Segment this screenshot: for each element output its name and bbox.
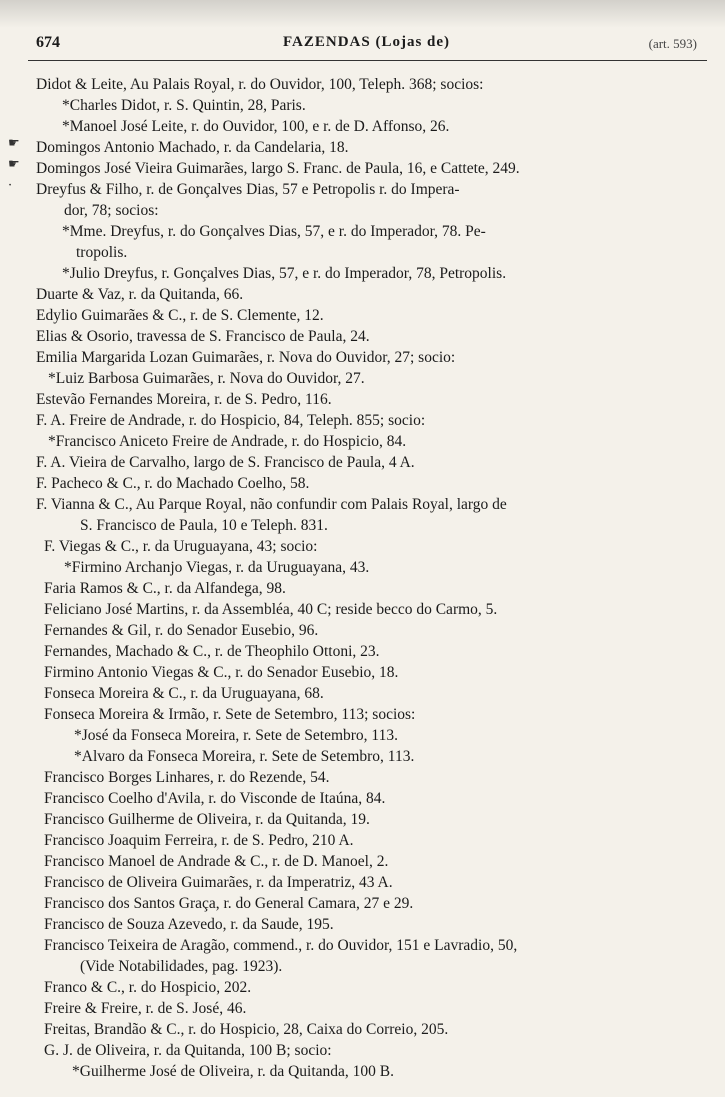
directory-entry: *Luiz Barbosa Guimarães, r. Nova do Ouvidor, 27.: [48, 370, 365, 387]
directory-entry: S. Francisco de Paula, 10 e Teleph. 831.: [80, 517, 328, 534]
directory-entry: dor, 78; socios:: [64, 202, 159, 219]
directory-entry: Francisco Guilherme de Oliveira, r. da Quitanda, 19.: [44, 811, 370, 828]
directory-entry: Domingos Antonio Machado, r. da Candelaria, 18.: [36, 139, 349, 156]
directory-entry: *Guilherme José de Oliveira, r. da Quitanda, 100 B.: [72, 1063, 394, 1080]
directory-entry: *José da Fonseca Moreira, r. Sete de Setembro, 113.: [74, 727, 398, 744]
directory-entry: Fernandes, Machado & C., r. de Theophilo Ottoni, 23.: [44, 643, 380, 660]
directory-entry: Domingos José Vieira Guimarães, largo S. Franc. de Paula, 16, e Cattete, 249.: [36, 160, 520, 177]
scan-smudge: [0, 0, 725, 28]
directory-entry: Francisco de Oliveira Guimarães, r. da Imperatriz, 43 A.: [44, 874, 393, 891]
directory-entry: Feliciano José Martins, r. da Assembléa, 40 C; reside becco do Carmo, 5.: [44, 601, 498, 618]
header-rule: [28, 60, 707, 61]
directory-entry: Freire & Freire, r. de S. José, 46.: [44, 1000, 247, 1017]
directory-entry: Franco & C., r. do Hospicio, 202.: [44, 979, 252, 996]
directory-entry: Edylio Guimarães & C., r. de S. Clemente, 12.: [36, 307, 324, 324]
margin-mark-dot-icon: ·: [8, 178, 13, 193]
page-header: [36, 34, 697, 54]
directory-entry: *Manoel José Leite, r. do Ouvidor, 100, e r. de D. Affonso, 26.: [62, 118, 450, 135]
article-reference: (art. 593): [648, 36, 697, 51]
directory-entry: Francisco de Souza Azevedo, r. da Saude, 195.: [44, 916, 334, 933]
directory-entry: *Firmino Archanjo Viegas, r. da Uruguayana, 43.: [64, 559, 370, 576]
directory-entry: (Vide Notabilidades, pag. 1923).: [80, 958, 283, 975]
directory-entry: *Francisco Aniceto Freire de Andrade, r. do Hospicio, 84.: [48, 433, 407, 450]
directory-entry: Francisco Borges Linhares, r. do Rezende, 54.: [44, 769, 330, 786]
directory-entry: Fernandes & Gil, r. do Senador Eusebio, 96.: [44, 622, 319, 639]
directory-entry: Fonseca Moreira & C., r. da Uruguayana, 68.: [44, 685, 324, 702]
directory-entry: Francisco Joaquim Ferreira, r. de S. Pedro, 210 A.: [44, 832, 354, 849]
directory-entry: Elias & Osorio, travessa de S. Francisco de Paula, 24.: [36, 328, 370, 345]
directory-entry: Estevão Fernandes Moreira, r. de S. Pedro, 116.: [36, 391, 332, 408]
directory-entry: F. A. Vieira de Carvalho, largo de S. Francisco de Paula, 4 A.: [36, 454, 415, 471]
directory-entry: Firmino Antonio Viegas & C., r. do Senador Eusebio, 18.: [44, 664, 399, 681]
directory-entry: Freitas, Brandão & C., r. do Hospicio, 28, Caixa do Correio, 205.: [44, 1021, 449, 1038]
margin-mark-hand-icon: ☛: [8, 157, 20, 172]
directory-entry: G. J. de Oliveira, r. da Quitanda, 100 B; socio:: [44, 1042, 332, 1059]
directory-entry: Dreyfus & Filho, r. de Gonçalves Dias, 57 e Petropolis r. do Impera-: [36, 181, 460, 198]
margin-mark-hand-icon: ☛: [8, 136, 20, 151]
directory-entry: F. A. Freire de Andrade, r. do Hospicio, 84, Teleph. 855; socio:: [36, 412, 426, 429]
directory-entry: Fonseca Moreira & Irmão, r. Sete de Setembro, 113; socios:: [44, 706, 416, 723]
directory-entry: tropolis.: [76, 244, 128, 261]
directory-entry: Francisco Manoel de Andrade & C., r. de D. Manoel, 2.: [44, 853, 389, 870]
directory-entry: *Charles Didot, r. S. Quintin, 28, Paris.: [62, 97, 306, 114]
directory-entry: Didot & Leite, Au Palais Royal, r. do Ouvidor, 100, Teleph. 368; socios:: [36, 76, 484, 93]
directory-entry: *Alvaro da Fonseca Moreira, r. Sete de Setembro, 113.: [74, 748, 415, 765]
page-number: 674: [36, 34, 60, 51]
directory-entry: F. Pacheco & C., r. do Machado Coelho, 58.: [36, 475, 310, 492]
directory-entry: Faria Ramos & C., r. da Alfandega, 98.: [44, 580, 286, 597]
directory-entry: *Mme. Dreyfus, r. do Gonçalves Dias, 57, e r. do Imperador, 78. Pe-: [62, 223, 486, 240]
directory-entry: F. Viegas & C., r. da Uruguayana, 43; socio:: [44, 538, 318, 555]
directory-entry: Duarte & Vaz, r. da Quitanda, 66.: [36, 286, 244, 303]
page-title: FAZENDAS (Lojas de): [282, 34, 451, 50]
directory-entry: *Julio Dreyfus, r. Gonçalves Dias, 57, e r. do Imperador, 78, Petropolis.: [62, 265, 507, 282]
directory-entry: Francisco Coelho d'Avila, r. do Visconde de Itaúna, 84.: [44, 790, 386, 807]
directory-entry: Francisco dos Santos Graça, r. do General Camara, 27 e 29.: [44, 895, 414, 912]
directory-entry: F. Vianna & C., Au Parque Royal, não confundir com Palais Royal, largo de: [36, 496, 507, 513]
directory-entry: Emilia Margarida Lozan Guimarães, r. Nova do Ouvidor, 27; socio:: [36, 349, 456, 366]
directory-entry: Francisco Teixeira de Aragão, commend., r. do Ouvidor, 151 e Lavradio, 50,: [44, 937, 518, 954]
